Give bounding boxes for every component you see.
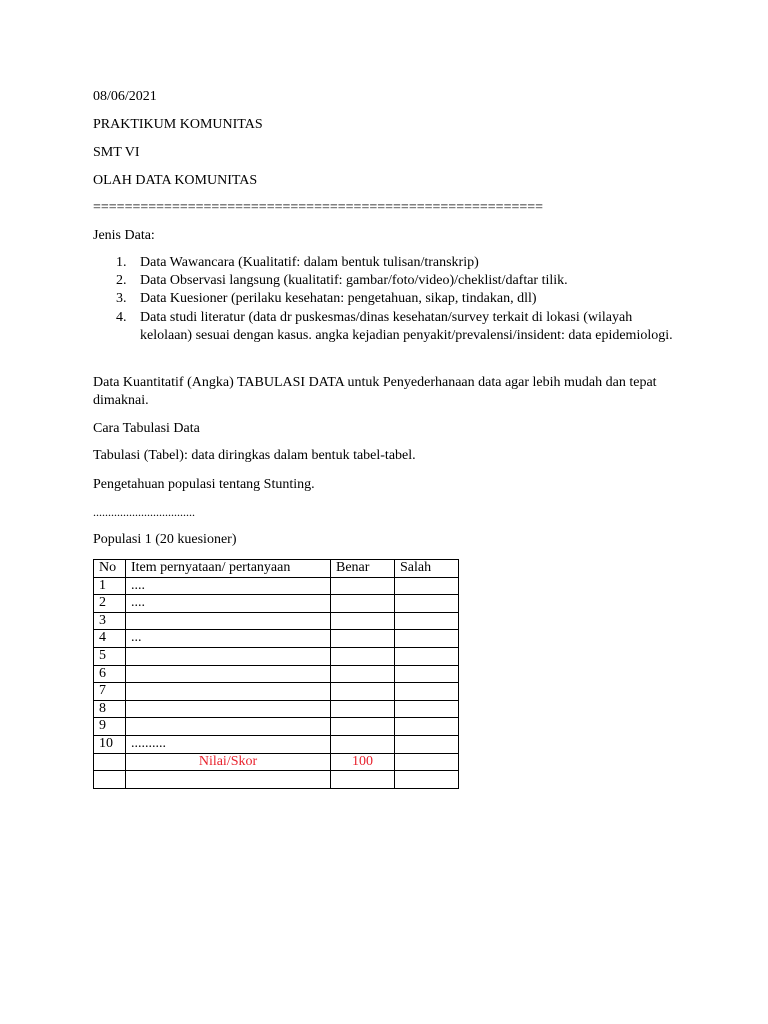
list-item-number: 4. — [116, 309, 127, 325]
table-row — [94, 665, 459, 683]
cell-item — [126, 718, 331, 736]
cell-no: 4 — [94, 630, 126, 648]
list-item-number: 3. — [116, 291, 127, 307]
cell-salah — [395, 718, 459, 736]
pengetahuan-line: Pengetahuan populasi tentang Stunting. — [93, 477, 315, 492]
table-row — [94, 771, 459, 789]
cell-benar — [331, 647, 395, 665]
list-item — [93, 272, 673, 290]
cell-no — [94, 771, 126, 789]
cell-benar — [331, 718, 395, 736]
cell-no: 10 — [94, 735, 126, 753]
list-item-number: 1. — [116, 255, 127, 270]
list-item — [93, 290, 673, 308]
table-row — [94, 683, 459, 701]
list-item-text: Data studi literatur (data dr puskesmas/dinas kesehatan/survey terkait di lokasi (wilayah kelolaan) sesuai dengan kasus. angka kejadian penyakit/prevalensi/insident: data epidemiologi. — [140, 309, 673, 343]
cell-benar — [331, 630, 395, 648]
header-no: No — [94, 560, 126, 578]
table-row — [94, 612, 459, 630]
cell-no: 6 — [94, 665, 126, 683]
list-item-number: 2. — [116, 273, 127, 289]
cell-no — [94, 753, 126, 771]
cell-benar — [331, 771, 395, 789]
header-salah: Salah — [395, 560, 459, 578]
cell-benar — [331, 735, 395, 753]
score-row — [94, 753, 459, 771]
list-item — [93, 309, 673, 345]
cell-no: 3 — [94, 612, 126, 630]
list-item-text: Data Wawancara (Kualitatif: dalam bentuk tulisan/transkrip) — [140, 255, 479, 270]
table-row — [94, 630, 459, 648]
list-item-text: Data Kuesioner (perilaku kesehatan: pengetahuan, sikap, tindakan, dll) — [140, 291, 537, 307]
cell-salah — [395, 665, 459, 683]
heading-olah-data: OLAH DATA KOMUNITAS — [93, 173, 258, 188]
heading-semester: SMT VI — [93, 145, 140, 160]
separator-line: ========================================================= — [93, 200, 544, 215]
cell-salah — [395, 647, 459, 665]
cell-salah — [395, 577, 459, 595]
cell-salah — [395, 753, 459, 771]
cell-salah — [395, 595, 459, 613]
cell-item — [126, 647, 331, 665]
table-row — [94, 718, 459, 736]
cell-benar — [331, 577, 395, 595]
table-row — [94, 647, 459, 665]
cell-item: .... — [126, 577, 331, 595]
cell-item: .......... — [126, 735, 331, 753]
table-row — [94, 700, 459, 718]
score-label: Nilai/Skor — [126, 753, 331, 771]
score-value: 100 — [331, 753, 395, 771]
cara-tabulasi-heading: Cara Tabulasi Data — [93, 421, 200, 436]
cell-item — [126, 612, 331, 630]
cell-item — [126, 665, 331, 683]
cell-no: 7 — [94, 683, 126, 701]
cell-benar — [331, 665, 395, 683]
heading-praktikum: PRAKTIKUM KOMUNITAS — [93, 117, 263, 132]
table-row — [94, 735, 459, 753]
cell-item: .... — [126, 595, 331, 613]
cell-salah — [395, 683, 459, 701]
header-benar: Benar — [331, 560, 395, 578]
cell-item: ... — [126, 630, 331, 648]
jenis-data-list — [93, 254, 673, 345]
dotted-placeholder: .................................. — [93, 505, 195, 519]
cell-salah — [395, 700, 459, 718]
header-item: Item pernyataan/ pertanyaan — [126, 560, 331, 578]
tabulasi-definition: Tabulasi (Tabel): data diringkas dalam bentuk tabel-tabel. — [93, 448, 416, 463]
kuantitatif-paragraph: Data Kuantitatif (Angka) TABULASI DATA untuk Penyederhanaan data agar lebih mudah dan tepat dimaknai. — [93, 375, 657, 408]
cell-benar — [331, 700, 395, 718]
cell-benar — [331, 683, 395, 701]
cell-benar — [331, 612, 395, 630]
document-date: 08/06/2021 — [93, 89, 157, 104]
table-row — [94, 577, 459, 595]
table-row — [94, 595, 459, 613]
list-item-text: Data Observasi langsung (kualitatif: gambar/foto/video)/cheklist/daftar tilik. — [140, 273, 568, 289]
cell-salah — [395, 735, 459, 753]
cell-item — [126, 700, 331, 718]
cell-no: 2 — [94, 595, 126, 613]
cell-benar — [331, 595, 395, 613]
cell-salah — [395, 630, 459, 648]
cell-salah — [395, 771, 459, 789]
cell-no: 5 — [94, 647, 126, 665]
cell-item — [126, 771, 331, 789]
cell-item — [126, 683, 331, 701]
jenis-data-label: Jenis Data: — [93, 228, 155, 243]
kuesioner-table — [93, 559, 459, 789]
cell-salah — [395, 612, 459, 630]
populasi-label: Populasi 1 (20 kuesioner) — [93, 532, 237, 547]
table-header-row — [94, 560, 459, 578]
cell-no: 8 — [94, 700, 126, 718]
cell-no: 9 — [94, 718, 126, 736]
list-item — [93, 254, 673, 272]
cell-no: 1 — [94, 577, 126, 595]
